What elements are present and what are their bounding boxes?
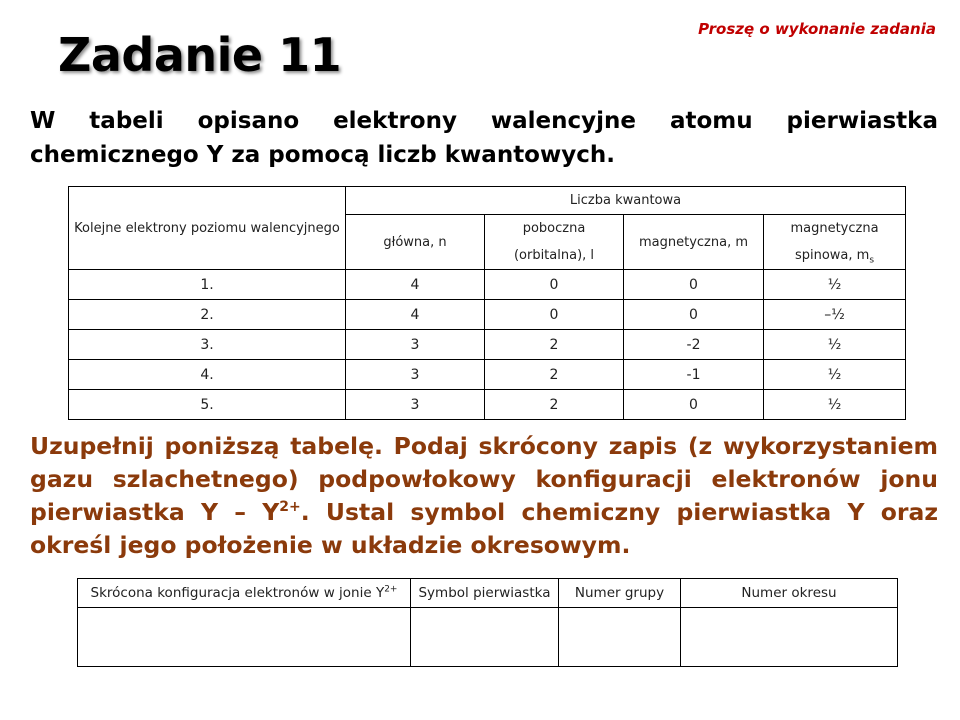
header-azimuthal: poboczna (orbitalna), l xyxy=(485,215,624,270)
table-cell: 3 xyxy=(346,360,485,390)
table-row xyxy=(69,300,906,330)
table-cell: 2. xyxy=(69,300,346,330)
table-cell: 2 xyxy=(485,390,624,420)
table-cell: ½ xyxy=(764,360,906,390)
table-cell: 4. xyxy=(69,360,346,390)
page-title: Zadanie 11 xyxy=(58,28,342,82)
table-cell: ½ xyxy=(764,330,906,360)
answer-header-group: Numer grupy xyxy=(559,579,681,608)
answer-header-row xyxy=(78,579,898,608)
table-cell: 3 xyxy=(346,330,485,360)
table-cell: 2 xyxy=(485,360,624,390)
table-cell: 3 xyxy=(346,390,485,420)
answer-header-config xyxy=(78,579,411,608)
header-quantum-number: Liczba kwantowa xyxy=(346,187,906,215)
table-cell: 4 xyxy=(346,270,485,300)
answer-period-cell[interactable] xyxy=(681,608,898,667)
table-cell: 0 xyxy=(485,270,624,300)
table-cell: –½ xyxy=(764,300,906,330)
answer-header-config-label: Skrócona konfiguracja elektronów w jonie Y xyxy=(90,585,385,601)
table-cell: -1 xyxy=(624,360,764,390)
header-spin-label: magnetyczna spinowa, m xyxy=(790,221,879,263)
answer-header-period: Numer okresu xyxy=(681,579,898,608)
table-cell: 5. xyxy=(69,390,346,420)
header-spin xyxy=(764,215,906,270)
table-cell: -2 xyxy=(624,330,764,360)
answer-symbol-cell[interactable] xyxy=(411,608,559,667)
table-row xyxy=(69,270,906,300)
answer-table xyxy=(77,578,898,667)
table-cell: ½ xyxy=(764,270,906,300)
task-charge-sup: 2+ xyxy=(279,499,301,516)
header-spin-sub: s xyxy=(869,255,875,266)
header-electrons: Kolejne elektrony poziomu walencyjnego xyxy=(69,187,346,270)
quantum-numbers-table xyxy=(68,186,906,420)
table-cell: 0 xyxy=(485,300,624,330)
table-header-row xyxy=(69,187,906,215)
table-cell: 1. xyxy=(69,270,346,300)
table-cell: 2 xyxy=(485,330,624,360)
header-magnetic: magnetyczna, m xyxy=(624,215,764,270)
top-note: Proszę o wykonanie zadania xyxy=(698,20,936,38)
answer-header-config-sup: 2+ xyxy=(384,584,398,595)
answer-input-row xyxy=(78,608,898,667)
table-cell: 3. xyxy=(69,330,346,360)
answer-group-cell[interactable] xyxy=(559,608,681,667)
table-row xyxy=(69,360,906,390)
table-cell: 0 xyxy=(624,390,764,420)
table-row xyxy=(69,390,906,420)
table-cell: 4 xyxy=(346,300,485,330)
table-cell: 0 xyxy=(624,300,764,330)
task-text-after: . Ustal symbol chemiczny pierwiastka Y oraz określ jego położenie w układzie okresowym. xyxy=(30,498,938,559)
table-cell: ½ xyxy=(764,390,906,420)
table-row xyxy=(69,330,906,360)
header-principal: główna, n xyxy=(346,215,485,270)
table-cell: 0 xyxy=(624,270,764,300)
intro-paragraph: W tabeli opisano elektrony walencyjne atomu pierwiastka chemicznego Y za pomocą liczb kwantowych. xyxy=(30,108,938,168)
task-text-before: Uzupełnij poniższą tabelę. Podaj skrócony zapis (z wykorzystaniem gazu szlachetnego) podpowłokowy konfiguracji elektronów jonu pierwiastka Y – Y xyxy=(30,432,938,526)
answer-config-cell[interactable] xyxy=(78,608,411,667)
task-paragraph xyxy=(30,430,938,562)
answer-header-symbol: Symbol pierwiastka xyxy=(411,579,559,608)
